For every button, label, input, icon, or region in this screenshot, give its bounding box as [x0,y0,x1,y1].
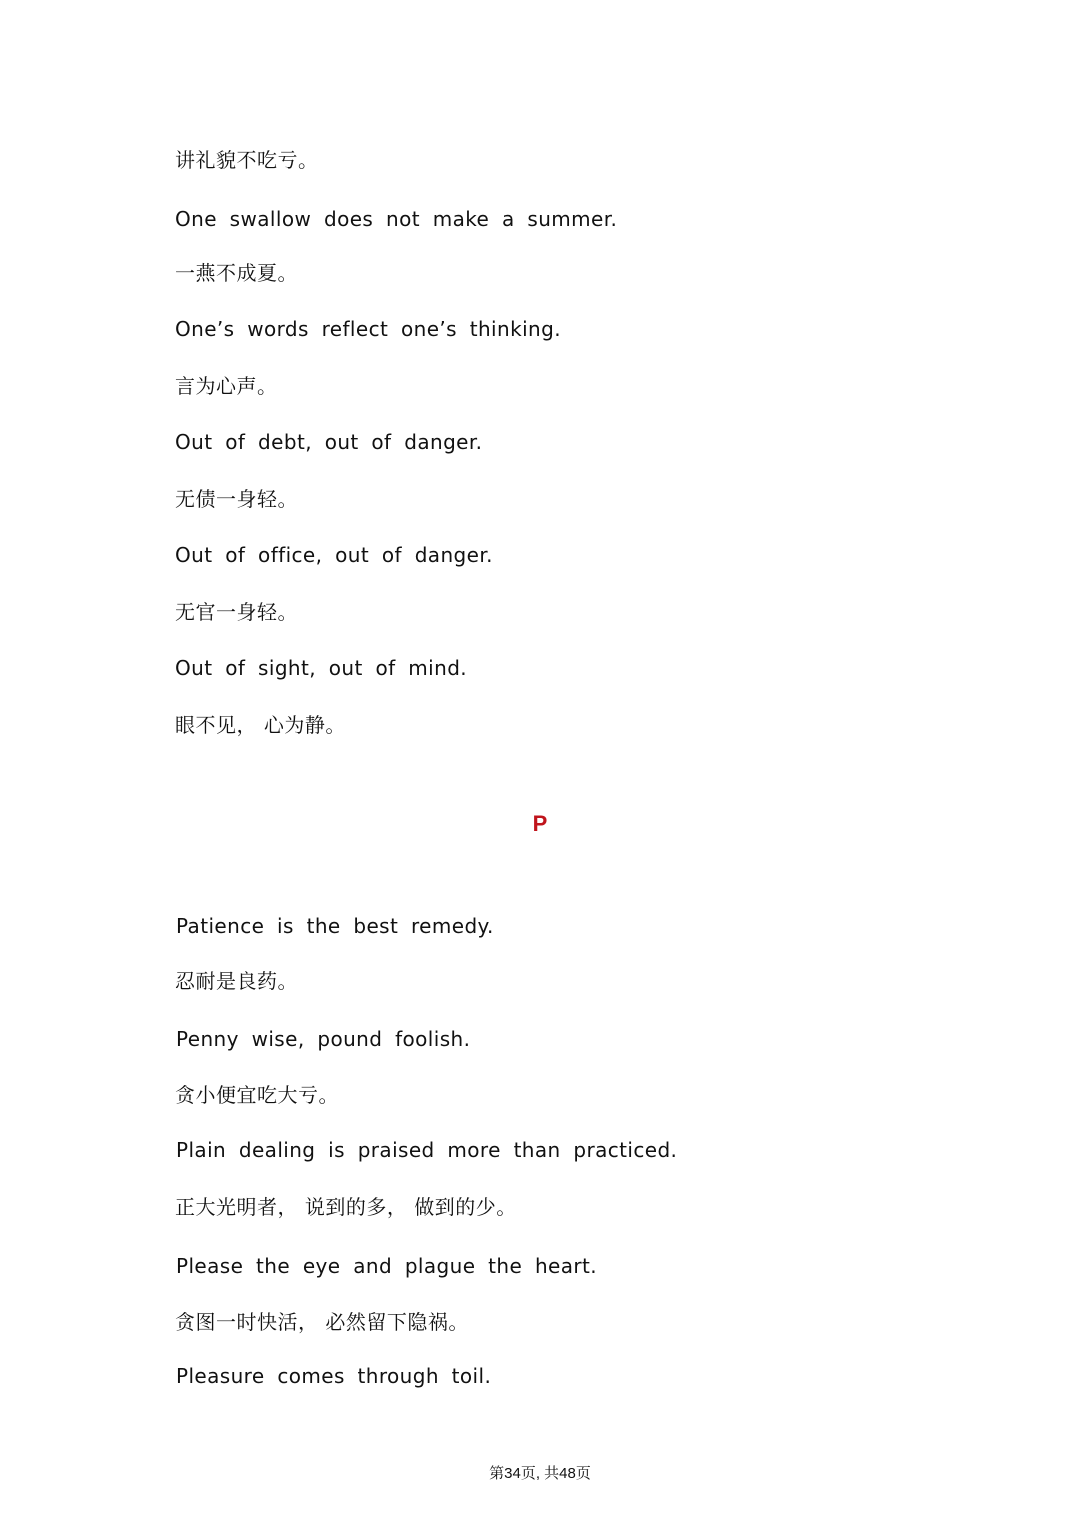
proverb-english: Pleasure comes through toil. [176,1364,492,1388]
proverb-translation: 贪图一时快活， 必然留下隐祸。 [175,1310,469,1334]
proverb-translation: 言为心声。 [175,374,278,398]
proverb-translation: 无官一身轻。 [175,600,298,624]
page-number-footer: 第34页, 共48页 [489,1465,591,1482]
proverb-translation: 正大光明者， 说到的多， 做到的少。 [175,1195,517,1219]
section-heading-p: P [532,811,548,836]
proverb-english: Penny wise, pound foolish. [176,1027,471,1051]
proverb-translation: 眼不见， 心为静。 [175,713,346,737]
proverb-translation: 无债一身轻。 [175,487,298,511]
proverb-english: Please the eye and plague the heart. [176,1254,598,1278]
proverb-translation: 一燕不成夏。 [175,261,298,285]
proverb-translation: 贪小便宜吃大亏。 [175,1083,339,1107]
proverb-english: Plain dealing is praised more than practiced. [176,1138,678,1162]
proverb-english: Out of office, out of danger. [175,543,493,567]
proverb-translation: 忍耐是良药。 [175,969,298,993]
proverb-english: One’s words reflect one’s thinking. [175,317,561,341]
proverb-english: Out of debt, out of danger. [175,430,483,454]
proverb-english: Out of sight, out of mind. [175,656,468,680]
proverb-english: One swallow does not make a summer. [175,207,618,231]
proverb-english: Patience is the best remedy. [176,914,494,938]
proverb-translation: 讲礼貌不吃亏。 [175,148,319,172]
